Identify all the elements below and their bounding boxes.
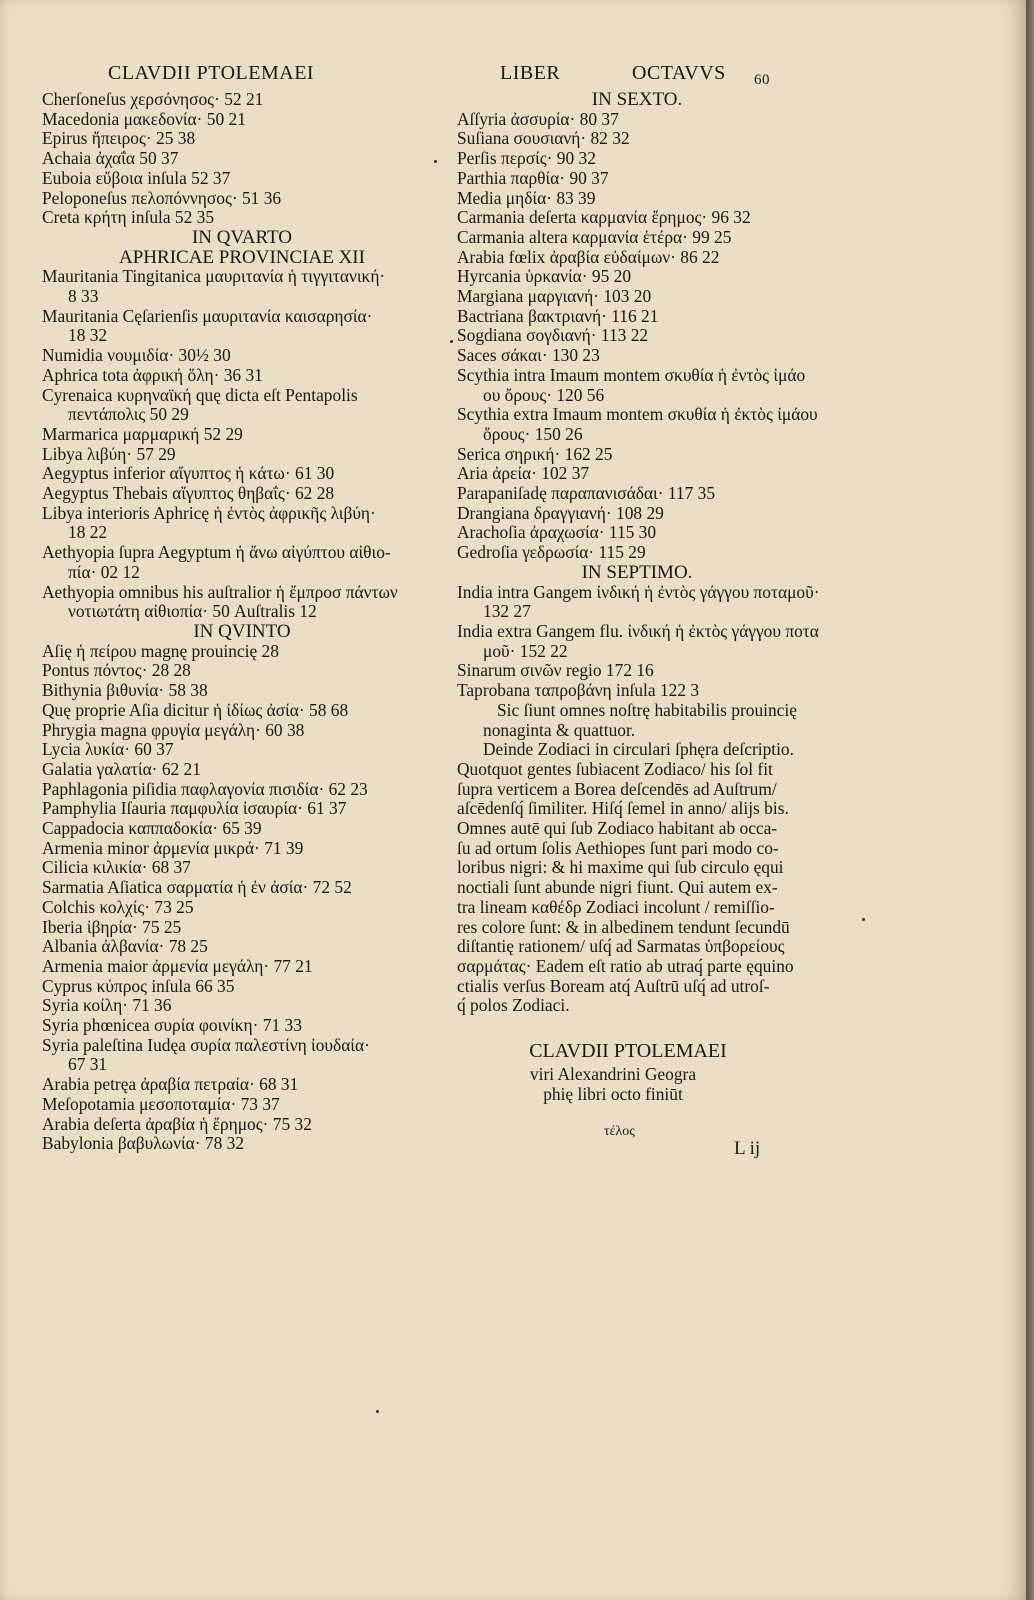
- text-line: Perſis περσίς· 90 32: [457, 148, 596, 169]
- section-heading: IN SEPTIMO.: [581, 561, 693, 583]
- text-line: Cyprus κύπρος inſula 66 35: [42, 975, 235, 996]
- running-head-book-number: OCTAVVS: [632, 62, 726, 84]
- text-line: Saces σάκαι· 130 23: [457, 345, 600, 366]
- text-line: tra lineam καθέδρ Zodiaci incolunt / remiſſio-: [457, 896, 775, 917]
- ink-speck: [862, 918, 865, 921]
- text-line: res colore ſunt: & in albedinem tendunt ſecundū: [457, 916, 790, 937]
- text-line: Pontus πόντος· 28 28: [42, 660, 191, 681]
- text-line: India extra Gangem flu. ἰνδική ἡ ἐκτὸς γάγγου ποτα: [457, 620, 819, 641]
- signature-mark: L ij: [734, 1138, 761, 1159]
- text-line: Aphrica tota ἀφρική ὅλη· 36 31: [42, 364, 263, 385]
- text-line: Syria paleſtina Iudęa συρία παλεστίνη ἰουδαία·: [42, 1034, 370, 1055]
- text-line: Scythia extra Imaum montem σκυθία ἡ ἐκτὸς ἰμάου: [457, 404, 818, 425]
- text-line: Aegyptus inferior αἴγυπτος ἡ κάτω· 61 30: [42, 463, 335, 484]
- text-line: Achaia ἀχαΐα 50 37: [42, 148, 179, 169]
- text-line: Galatia γαλατία· 62 21: [42, 758, 201, 779]
- text-line: Media μηδία· 83 39: [457, 187, 596, 208]
- colophon-line-2: viri Alexandrini Geogra: [529, 1064, 697, 1084]
- text-line: Carmania deſerta καρμανία ἔρημος· 96 32: [457, 207, 751, 228]
- text-line: Libya interioris Aphricę ἡ ἐντὸς ἀφρικῆς λιβύη·: [42, 502, 376, 523]
- text-line: μοῦ· 152 22: [483, 640, 568, 661]
- text-line: diſtantię rationem/ uſq́ ad Sarmatas ὑπβορείους: [457, 936, 785, 957]
- section-heading: IN QVINTO: [193, 620, 291, 642]
- text-line: Arabia petręa ἀραβία πετραία· 68 31: [42, 1074, 299, 1095]
- running-head-left: CLAVDII PTOLEMAEI: [108, 62, 315, 84]
- running-head-liber: LIBER: [500, 62, 561, 84]
- text-line: πία· 02 12: [68, 561, 140, 582]
- text-line: Numidia νουμιδία· 30½ 30: [42, 345, 231, 366]
- text-line: 132 27: [483, 601, 531, 622]
- text-line: Cilicia κιλικία· 68 37: [42, 857, 191, 878]
- text-line: ſupra verticem a Borea deſcendēs ad Auſtrum/: [457, 778, 777, 799]
- text-line: νοτιωτάτη αἰθιοπία· 50 Auſtralis 12: [68, 601, 317, 622]
- text-line: ſu ad ortum ſolis Aethiopes ſunt pari modo co-: [457, 837, 779, 858]
- text-line: Peloponeſus πελοπόννησος· 51 36: [42, 187, 282, 208]
- telos-word: τέλος: [604, 1124, 635, 1139]
- text-line: ου ὄρους· 120 56: [483, 384, 605, 405]
- page-spine: [1026, 0, 1034, 1600]
- text-line: Aſię ἡ πείρου magnę prouincię 28: [42, 640, 279, 661]
- text-line: Omnes autē qui ſub Zodiaco habitant ab occa-: [457, 818, 778, 839]
- colophon-title: CLAVDII PTOLEMAEI: [529, 1040, 727, 1062]
- text-line: Epirus ἤπειρος· 25 38: [42, 128, 196, 149]
- text-line: Parapaniſadę παραπανισάδαι· 117 35: [457, 483, 716, 504]
- text-line: Mauritania Cęſarienſis μαυριτανία καισαρησία·: [42, 305, 373, 326]
- text-line: Marmarica μαρμαρική 52 29: [42, 423, 243, 444]
- text-line: Margiana μαργιανή· 103 20: [457, 286, 652, 307]
- text-line: Sarmatia Aſiatica σαρματία ἡ ἐν ἀσία· 72 52: [42, 877, 352, 898]
- section-heading: IN QVARTO: [191, 226, 293, 248]
- text-line: Aegyptus Thebais αἴγυπτος θηβαΐς· 62 28: [42, 483, 335, 504]
- text-line: Lycia λυκία· 60 37: [42, 739, 174, 760]
- text-line: Libya λιβύη· 57 29: [42, 443, 176, 464]
- text-line: ὄρους· 150 26: [483, 423, 583, 444]
- text-line: Meſopotamia μεσοποταμία· 73 37: [42, 1093, 280, 1114]
- text-line: Drangiana δραγγιανή· 108 29: [457, 502, 664, 523]
- text-line: Creta κρήτη inſula 52 35: [42, 207, 215, 228]
- text-line: Taprobana ταπροβάνη inſula 122 3: [457, 680, 700, 701]
- text-line: Cyrenaica κυρηναϊκή quę dicta eſt Pentapolis: [42, 384, 358, 405]
- right-column: [457, 89, 820, 1016]
- text-line: Sinarum σινῶν regio 172 16: [457, 660, 654, 681]
- section-heading: IN SEXTO.: [591, 89, 683, 110]
- text-line: Paphlagonia piſidia παφλαγονία πισιδία· 62 23: [42, 778, 368, 799]
- text-line: Parthia παρθία· 90 37: [457, 167, 609, 188]
- text-line: q́ polos Zodiaci.: [457, 995, 570, 1016]
- text-line: Deinde Zodiaci in circulari ſphęra deſcriptio.: [483, 739, 794, 760]
- ink-speck: [376, 1410, 379, 1413]
- text-line: aſcēdenſq́ ſimiliter. Hiſq́ ſemel in anno/ alijs bis.: [457, 798, 789, 819]
- text-line: Colchis κολχίς· 73 25: [42, 896, 194, 917]
- text-line: Aethyopia ſupra Aegyptum ἡ ἄνω αἰγύπτου αἰθιο-: [42, 542, 391, 563]
- text-line: Scythia intra Imaum montem σκυθία ἡ ἐντὸς ἰμάο: [457, 364, 806, 385]
- text-line: Armenia maior ἀρμενία μεγάλη· 77 21: [42, 955, 313, 976]
- text-line: Arachoſia ἀραχωσία· 115 30: [457, 522, 657, 543]
- text-line: 18 22: [68, 522, 108, 543]
- text-line: Sogdiana σογδιανή· 113 22: [457, 325, 649, 346]
- text-line: Arabia fœlix ἀραβία εὐδαίμων· 86 22: [457, 246, 720, 267]
- text-line: Serica σηρική· 162 25: [457, 443, 613, 464]
- text-line: Aria ἀρεία· 102 37: [457, 463, 590, 484]
- text-line: Albania ἀλβανία· 78 25: [42, 936, 208, 957]
- text-line: Iberia ἰβηρία· 75 25: [42, 916, 182, 937]
- text-line: Arabia deſerta ἀραβία ἡ ἔρημος· 75 32: [42, 1113, 312, 1134]
- text-line: Babylonia βαβυλωνία· 78 32: [42, 1133, 245, 1154]
- colophon-line-3: phię libri octo finiūt: [543, 1084, 683, 1104]
- text-line: Pamphylia Iſauria παμφυλία ἰσαυρία· 61 37: [42, 798, 347, 819]
- text-line: noctiali ſunt abunde nigri fiunt. Qui autem ex-: [457, 877, 778, 898]
- ink-speck: [450, 340, 453, 343]
- text-line: Syria phœnicea συρία φοινίκη· 71 33: [42, 1015, 302, 1036]
- text-line: 18 32: [68, 325, 108, 346]
- text-line: Quę proprie Aſia dicitur ἡ ἰδίως ἀσία· 58 68: [42, 699, 349, 720]
- text-line: 8 33: [68, 286, 99, 307]
- folio-number: 60: [754, 72, 770, 88]
- text-line: Aſſyria ἀσσυρία· 80 37: [457, 108, 619, 129]
- text-line: Aethyopia omnibus his auſtralior ἡ ἔμπροσ πάντων: [42, 581, 398, 602]
- text-line: σαρμάτας· Eadem eſt ratio ab utraq́ parte ęquino: [457, 955, 794, 976]
- text-line: Bactriana βακτριανή· 116 21: [457, 305, 659, 326]
- text-line: πεντάπολις 50 29: [68, 404, 189, 425]
- ink-speck: [434, 160, 437, 163]
- text-line: Bithynia βιθυνία· 58 38: [42, 680, 208, 701]
- text-line: ctialis verſus Boream atq́ Auſtrū uſq́ ad utroſ-: [457, 975, 770, 996]
- text-line: India intra Gangem ἰνδική ἡ ἐντὸς γάγγου ποταμοῦ·: [457, 581, 820, 602]
- left-column: [42, 90, 442, 1154]
- section-heading: APHRICAE PROVINCIAE XII: [119, 246, 365, 268]
- text-line: Suſiana σουσιανή· 82 32: [457, 128, 630, 149]
- text-line: Cappadocia καππαδοκία· 65 39: [42, 818, 262, 839]
- text-line: Syria κοίλη· 71 36: [42, 995, 172, 1016]
- text-line: Cherſoneſus χερσόνησος· 52 21: [42, 89, 264, 109]
- text-line: Phrygia magna φρυγία μεγάλη· 60 38: [42, 719, 305, 740]
- text-line: Mauritania Tingitanica μαυριτανία ἡ τιγγιτανική·: [42, 266, 386, 287]
- text-line: Sic ſiunt omnes noſtrę habitabilis prouincię: [497, 699, 797, 720]
- text-line: nonaginta & quattuor.: [483, 719, 636, 740]
- text-line: Hyrcania ὑρκανία· 95 20: [457, 266, 632, 287]
- text-line: Quotquot gentes ſubiacent Zodiaco/ his ſol fit: [457, 758, 773, 779]
- text-line: Carmania altera καρμανία ἑτέρα· 99 25: [457, 226, 732, 247]
- text-line: Armenia minor ἀρμενία μικρά· 71 39: [42, 837, 304, 858]
- text-line: Gedroſia γεδρωσία· 115 29: [457, 542, 646, 563]
- text-line: Macedonia μακεδονία· 50 21: [42, 108, 246, 129]
- text-line: Euboia εὔβοια inſula 52 37: [42, 167, 231, 188]
- text-line: loribus nigri: & hi maxime qui ſub circulo ęqui: [457, 857, 784, 878]
- text-line: 67 31: [68, 1054, 108, 1075]
